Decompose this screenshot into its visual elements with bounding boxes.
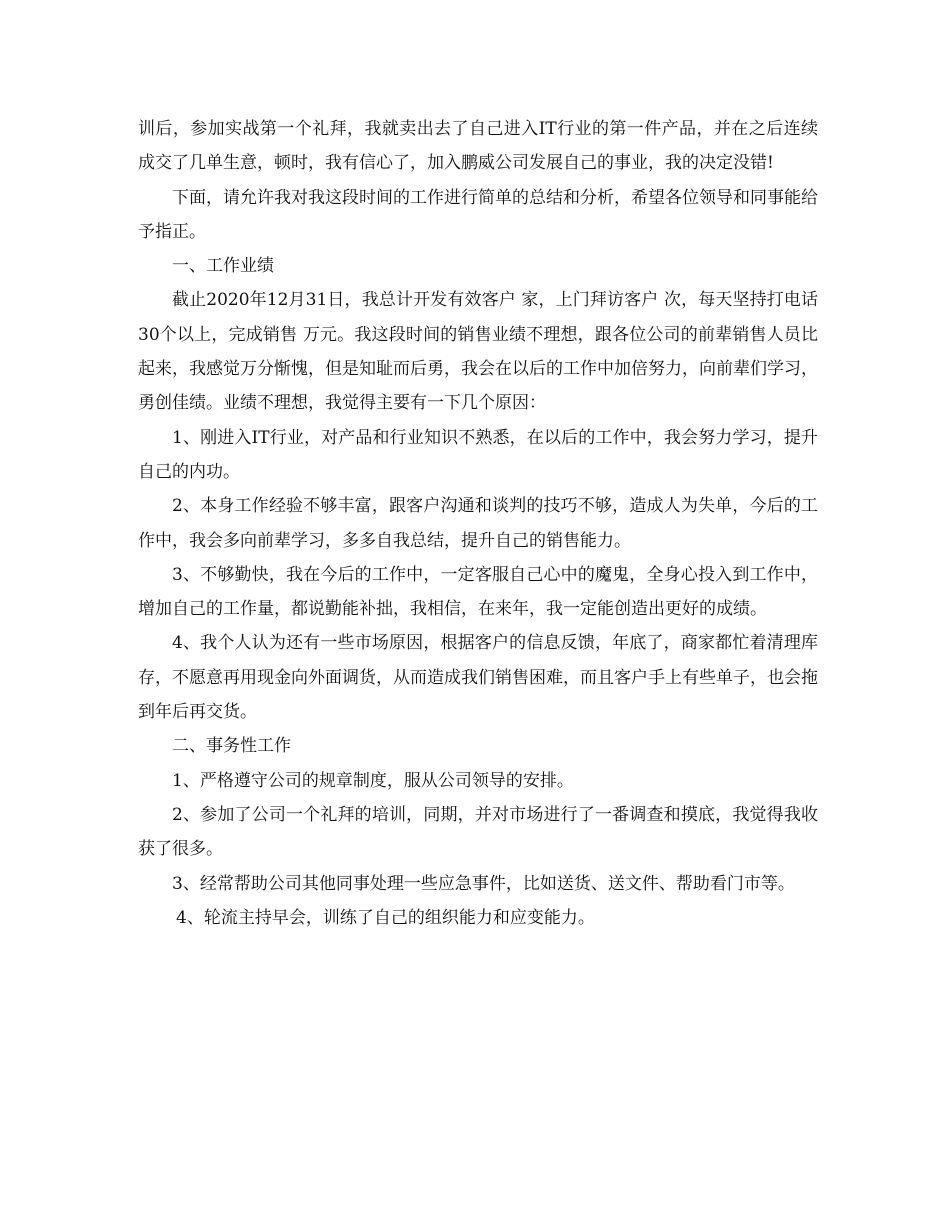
paragraph-continuation: 训后，参加实战第一个礼拜，我就卖出去了自己进入IT行业的第一件产品，并在之后连续成交了几单生意，顿时，我有信心了，加入鹏威公司发展自己的事业，我的决定没错!: [138, 119, 818, 174]
paragraph-performance-summary: 截止2020年12月31日，我总计开发有效客户 家，上门拜访客户 次，每天坚持打电话 30个以上，完成销售 万元。我这段时间的销售业绩不理想，跟各位公司的前辈销售人员比起来，我感觉万分惭愧，但是知耻而后勇，我会在以后的工作中加倍努力，向前辈们学习，勇创佳绩。业绩不理想，我觉得主要有一下几个原因：: [138, 290, 818, 414]
list-item-admin-1: 1、严格遵守公司的规章制度，服从公司领导的安排。: [172, 770, 574, 791]
list-item-reason-2: 2、本身工作经验不够丰富，跟客户沟通和谈判的技巧不够，造成人为失单，今后的工作中，我会多向前辈学习，多多自我总结，提升自己的销售能力。: [138, 496, 818, 551]
section-heading-administrative-work: 二、事务性工作: [172, 736, 291, 757]
paragraph-intro: 下面，请允许我对我这段时间的工作进行简单的总结和分析，希望各位领导和同事能给予指正。: [138, 187, 818, 242]
list-item-admin-3: 3、经常帮助公司其他同事处理一些应急事件，比如送货、送文件、帮助看门市等。: [172, 873, 795, 894]
section-heading-work-performance: 一、工作业绩: [172, 256, 274, 277]
list-item-reason-4: 4、我个人认为还有一些市场原因，根据客户的信息反馈，年底了，商家都忙着清理库存，不愿意再用现金向外面调货，从而造成我们销售困难，而且客户手上有些单子，也会拖到年后再交货。: [138, 633, 818, 723]
list-item-admin-2: 2、参加了公司一个礼拜的培训，同期，并对市场进行了一番调查和摸底，我觉得我收获了很多。: [138, 804, 818, 860]
list-item-admin-4: 4、轮流主持早会，训练了自己的组织能力和应变能力。: [176, 907, 595, 928]
document-body: [138, 112, 818, 935]
list-item-reason-3: 3、不够勤快，我在今后的工作中，一定客服自己心中的魔鬼，全身心投入到工作中，增加自己的工作量，都说勤能补拙，我相信，在来年，我一定能创造出更好的成绩。: [138, 564, 818, 620]
list-item-reason-1: 1、刚进入IT行业，对产品和行业知识不熟悉，在以后的工作中，我会努力学习，提升自己的内功。: [138, 427, 818, 482]
